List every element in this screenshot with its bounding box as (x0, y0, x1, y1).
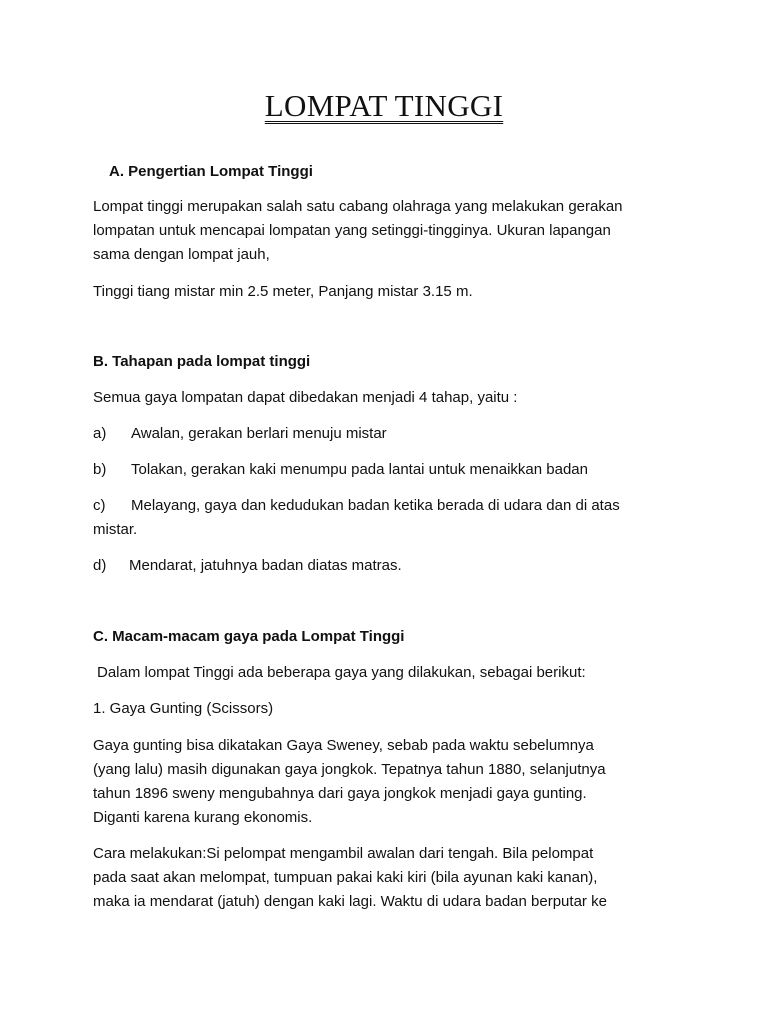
list-item-label: b) (93, 461, 107, 478)
document-title: LOMPAT TINGGI (264, 88, 504, 123)
list-item (93, 494, 620, 518)
list-item-label: a) (93, 425, 107, 442)
section-c-paragraph-line: maka ia mendarat (jatuh) dengan kaki lagi. Waktu di udara badan berputar ke (93, 893, 607, 910)
section-c-paragraph-line: tahun 1896 sweny mengubahnya dari gaya jongkok menjadi gaya gunting. (93, 785, 587, 802)
section-a-paragraph-line: lompatan untuk mencapai lompatan yang setinggi-tingginya. Ukuran lapangan (93, 222, 611, 239)
section-c-paragraph-line: Diganti karena kurang ekonomis. (93, 809, 313, 826)
section-c-paragraph-line: pada saat akan melompat, tumpuan pakai kaki kiri (bila ayunan kaki kanan), (93, 869, 598, 886)
section-c-paragraph-line: (yang lalu) masih digunakan gaya jongkok. Tepatnya tahun 1880, selanjutnya (93, 761, 606, 778)
section-a-paragraph-line: Lompat tinggi merupakan salah satu cabang olahraga yang melakukan gerakan (93, 198, 623, 215)
section-b-heading: B. Tahapan pada lompat tinggi (93, 353, 311, 370)
list-item (93, 458, 588, 482)
section-a-heading: A. Pengertian Lompat Tinggi (109, 163, 313, 180)
section-c-paragraph-line: Cara melakukan:Si pelompat mengambil awalan dari tengah. Bila pelompat (93, 845, 594, 862)
list-item-text: Melayang, gaya dan kedudukan badan ketika berada di udara dan di atas (131, 497, 620, 514)
section-b-intro: Semua gaya lompatan dapat dibedakan menjadi 4 tahap, yaitu : (93, 389, 518, 406)
list-item (93, 554, 402, 578)
list-item-label: c) (93, 497, 106, 514)
list-item-continuation: mistar. (93, 521, 138, 538)
section-c-subheading: 1. Gaya Gunting (Scissors) (93, 700, 274, 717)
list-item-text: Awalan, gerakan berlari menuju mistar (131, 425, 387, 442)
list-item-label: d) (93, 557, 107, 574)
section-a-paragraph-line: sama dengan lompat jauh, (93, 246, 270, 263)
list-item (93, 422, 387, 446)
section-c-paragraph-line: Gaya gunting bisa dikatakan Gaya Sweney, sebab pada waktu sebelumnya (93, 737, 594, 754)
section-c-intro: Dalam lompat Tinggi ada beberapa gaya yang dilakukan, sebagai berikut: (97, 664, 586, 681)
list-item-text: Tolakan, gerakan kaki menumpu pada lantai untuk menaikkan badan (131, 461, 588, 478)
list-item-text: Mendarat, jatuhnya badan diatas matras. (129, 557, 402, 574)
section-a-measurements: Tinggi tiang mistar min 2.5 meter, Panjang mistar 3.15 m. (93, 283, 473, 300)
section-c-heading: C. Macam-macam gaya pada Lompat Tinggi (93, 628, 405, 645)
